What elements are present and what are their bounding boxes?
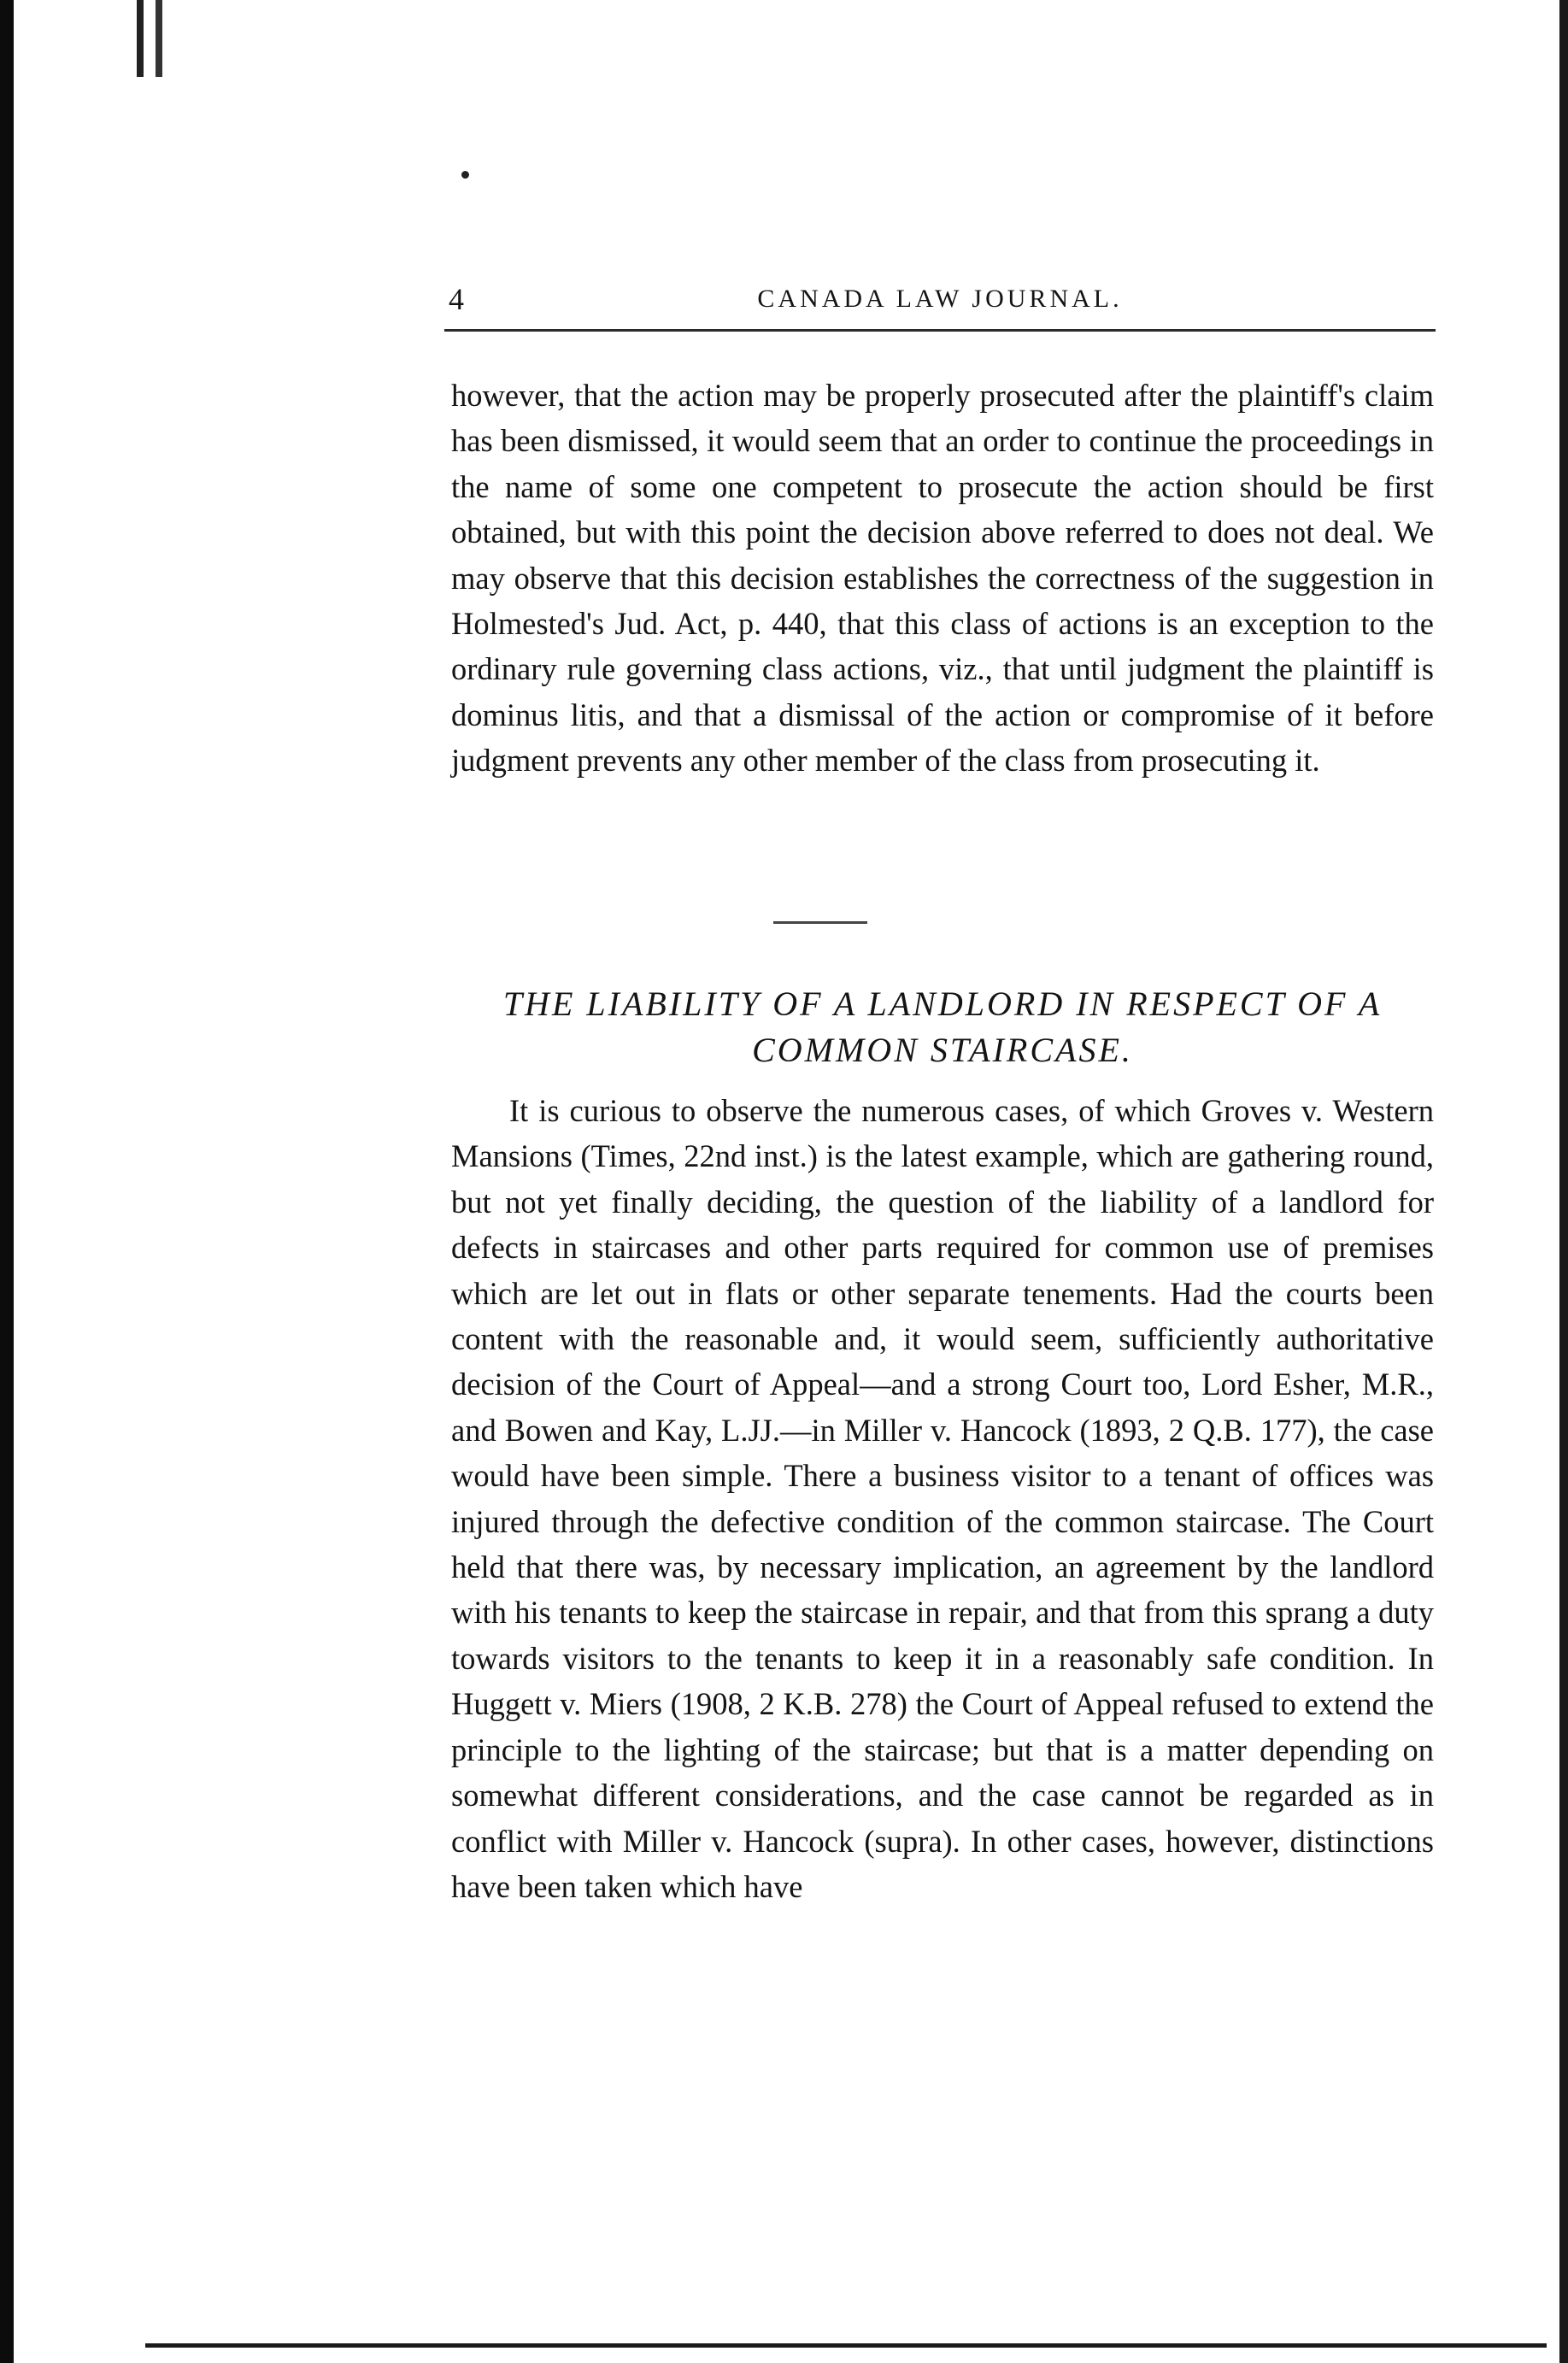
section-separator: [773, 921, 867, 924]
scan-speck: [461, 171, 469, 179]
paragraph-text: however, that the action may be properly prosecuted after the plaintiff's claim has been dismissed, it would seem that an order to continue the proceedings in the name of some one competent to prosecute the action should be first obtained, but with this point the decision above referred to does not deal. We may observe that this decision establishes the correctness of the suggestion in Holmested's Jud. Act, p. 440, that this class of actions is an exception to the ordinary rule governing class actions, viz., that until judgment the plaintiff is dominus litis, and that a dismissal of the action or compromise of it before judgment prevents any other member of the class from prosecuting it.: [451, 378, 1434, 779]
scan-mark-top: [137, 0, 188, 77]
page-number: 4: [449, 282, 464, 316]
scan-edge-bottom: [145, 2343, 1547, 2348]
scan-edge-left: [0, 0, 14, 2363]
continued-paragraph: [451, 373, 1434, 784]
header-rule: [444, 329, 1436, 332]
running-head: [449, 278, 1431, 320]
scan-edge-right: [1559, 0, 1568, 2363]
article-title: THE LIABILITY OF A LANDLORD IN RESPECT OF A COMMON STAIRCASE.: [502, 985, 1383, 1069]
article-body: [451, 1088, 1434, 1909]
journal-title: CANADA LAW JOURNAL.: [757, 285, 1123, 313]
article-paragraph: It is curious to observe the numerous cases, of which Groves v. Western Mansions (Times, 22nd inst.) is the latest example, which are gathering round, but not yet finally deciding, the question of the liability of a landlord for defects in staircases and other parts required for common use of premises which are let out in flats or other separate tenements. Had the courts been content with the reasonable and, it would seem, sufficiently authoritative decision of the Court of Appeal—and a strong Court too, Lord Esher, M.R., and Bowen and Kay, L.JJ.—in Miller v. Hancock (1893, 2 Q.B. 177), the case would have been simple. There a business visitor to a tenant of offices was injured through the defective condition of the common staircase. The Court held that there was, by necessary implication, an agreement by the landlord with his tenants to keep the staircase in repair, and that from this sprang a duty towards visitors to the tenants to keep it in a reasonably safe condition. In Huggett v. Miers (1908, 2 K.B. 278) the Court of Appeal refused to extend the principle to the lighting of the staircase; but that is a matter depending on somewhat different considerations, and the case cannot be regarded as in conflict with Miller v. Hancock (supra). In other cases, however, distinctions have been taken which have: [451, 1093, 1434, 1904]
